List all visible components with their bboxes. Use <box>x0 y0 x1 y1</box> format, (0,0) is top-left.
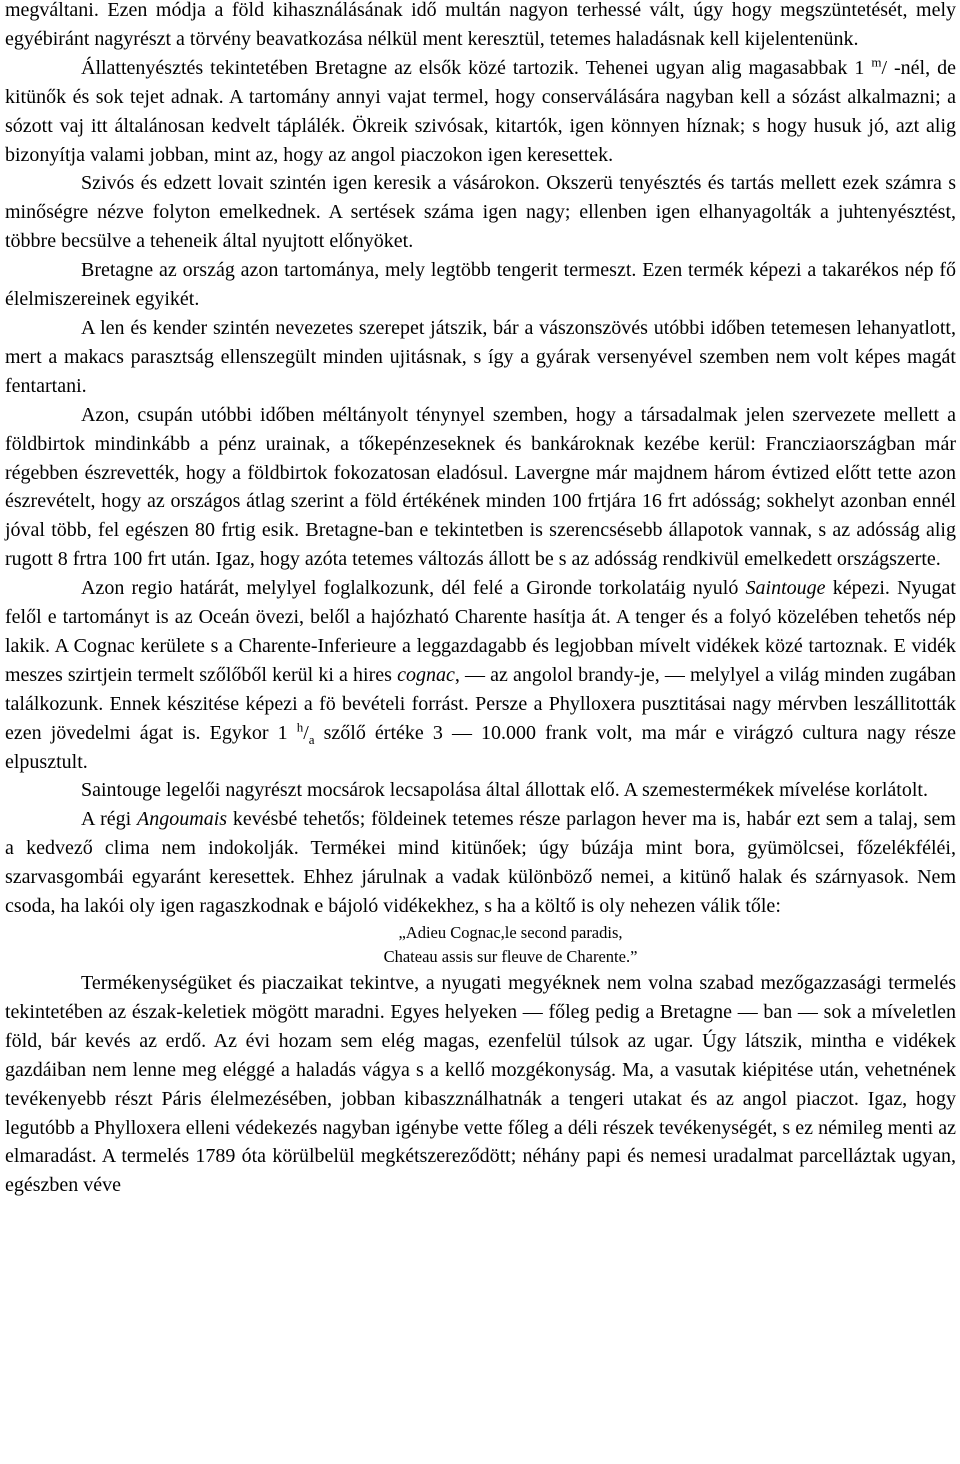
text-run: / <box>303 721 309 744</box>
paragraph <box>5 776 956 805</box>
poem-quote <box>5 921 956 969</box>
text-run: / -nél, de kitünők és sok tejet adnak. A tartomány annyi vajat termel, hogy conserválására nagyban kell a sózást alkalmazni; a sózott vaj itt általánosan kedvelt táplálék. Ökreik szivósak, kitartók, igen könnyen híznak; s hogy husuk jó, azt alig bizonyítja valami jobban, mint az, hogy az angol piaczokon igen keresettek. <box>5 56 956 166</box>
text-run: Azon regio határát, melylyel foglalkozunk, dél felé a Gironde torkolatáig nyuló <box>81 577 746 600</box>
document-body <box>5 0 956 1200</box>
text-sub: a <box>308 731 315 747</box>
paragraph <box>5 0 956 54</box>
text-run: Saintouge legelői nagyrészt mocsárok lecsapolása által állottak elő. A szemestermékek mívelése korlátolt. <box>81 779 928 802</box>
paragraph <box>5 314 956 401</box>
text-run: Azon, csupán utóbbi időben méltányolt ténynyel szemben, hogy a társadalmak jelen szervezete mellett a földbirtok mindinkább a pénz urainak, a tőkepénzeseknek és bankároknak kezébe kerül: Francziaországban már régebben észrevették, hogy a földbirtok fokozatosan eladósul. Lavergne már majdnem három évtized előtt tette azon észrevételt, hogy az országos átlag szerint a föld értékének minden 100 frtjára 16 frt adósság; sokhelyt azonban ennél jóval több, fel egészen 80 frtig esik. Bretagne-ban e tekintetben is szerencsésebb állapotok vannak, s az adósság alig rugott 8 frtra 100 frt után. Igaz, hogy azóta tetemes változás állott be s az adósság rendkivül emelkedett országszerte. <box>5 403 956 571</box>
paragraph <box>5 969 956 1200</box>
text-em: cognac <box>397 663 455 686</box>
text-em: Angoumais <box>137 808 228 831</box>
paragraph <box>5 256 956 314</box>
text-run: kevésbé tehetős; földeinek tetemes része parlagon hever ma is, habár ezt sem a talaj, sem a kedvező clima nem indokolják. Termékei mind kitünőek; úgy búzája mint bora, gyümölcsei, főzelékféléi, szarvasgombái egyaránt keresettek. Ehhez járulnak a vadak különböző nemei, a kitünő halak és szárnyasok. Nem csoda, ha lakói oly igen ragaszkodnak e bájoló vidékekhez, s ha a költő is oly nehezen válik tőle: <box>5 808 956 918</box>
text-run: megváltani. Ezen módja a föld kihasználásának idő multán nagyon terhessé vált, úgy hogy megszüntetését, mely egyébiránt nagyrészt a törvény beavatkozása nélkül ment keresztül, tetemes haladásnak kell kijelentenünk. <box>5 0 956 50</box>
text-run: Szivós és edzett lovait szintén igen keresik a vásárokon. Okszerü tenyésztés és tartás mellett ezek számra s minőségre nézve folyton emelkednek. A sertések száma igen nagy; ellenben igen elhanyagolták a juhtenyésztést, többre becsülve a teheneik által nyujtott előnyöket. <box>5 172 956 253</box>
text-run: Bretagne az ország azon tartománya, mely legtöbb tengerit termeszt. Ezen termék képezi a takarékos nép fő élelmiszereinek egyikét. <box>5 259 956 311</box>
paragraph <box>5 805 956 921</box>
text-run: A régi <box>81 808 138 831</box>
poem-line: Chateau assis sur fleuve de Charente.” <box>383 947 638 966</box>
text-run: Állattenyésztés tekintetében Bretagne az elsők közé tartozik. Tehenei ugyan alig magasabbak 1 <box>81 56 872 79</box>
paragraph <box>5 574 956 776</box>
text-em: Saintouge <box>745 577 826 600</box>
paragraph <box>5 401 956 574</box>
text-sup: h <box>296 719 304 734</box>
text-run: Termékenységüket és piaczaikat tekintve, a nyugati megyéknek nem volna szabad mezőgazzasági termelés tekintetében az észak-keletiek mögött maradni. Egyes helyeken — főleg pedig a Bretagne — ban — sok a míveletlen föld, bár kevés az erdő. Az évi hozam sem elég magas, ezenfelül túlsok az ugar. Úgy látszik, mintha e vidékek gazdáiban nem lenne meg eléggé a haladás vágya s a kellő mozgékonyság. Ma, a vasutak kiépitése után, vehetnének tevékenyebb részt Páris élelmezésében, jobban kibaszználhatnák a tengeri utakat és az angol piaczot. Igaz, hogy legutóbb a Phylloxera elleni védekezés nagyban igénybe vette főleg a déli részek tevékenységét, s ez némileg menti az elmaradást. A termelés 1789 óta körülbelül megkétszereződött; néhány papi és nemesi uradalmat parcelláztak ugyan, egészben véve <box>5 972 956 1197</box>
text-sup: m <box>871 54 882 70</box>
text-run: képezi. Nyugat felől e tartományt is az Oceán övezi, belől a hajózható Charente hasítja át. A tenger és a folyó közelében tehetős nép lakik. A Cognac kerülete s a Charente-Inferieure a leggazdagabb és legjobban mívelt vidékek közé tartoznak. E vidék meszes szirtjein termelt szőlőből kerül ki a hires <box>5 577 956 686</box>
text-run: A len és kender szintén nevezetes szerepet játszik, bár a vászonszövés utóbbi időben tetemesen lehanyatlott, mert a makacs parasztság ellenszegült minden ujitásnak, s így a gyárak versenyével szemben nem volt képes magát fentartani. <box>5 316 956 397</box>
paragraph <box>5 54 956 170</box>
paragraph <box>5 169 956 256</box>
poem-line: „Adieu Cognac,le second paradis, <box>398 923 623 942</box>
text-run: szőlő értéke 3 — 10.000 frank volt, ma már e virágzó cultura nagy része elpusztult. <box>5 721 957 773</box>
text-run: , — az angolol brandy-je, — melylyel a világ minden zugában találkozunk. Ennek készitése képezi a fö bevételi forrást. Persze a Phylloxera pusztitásai nagy mérvben leszállitották ezen jövedelmi ágat is. Egykor 1 <box>5 663 956 744</box>
